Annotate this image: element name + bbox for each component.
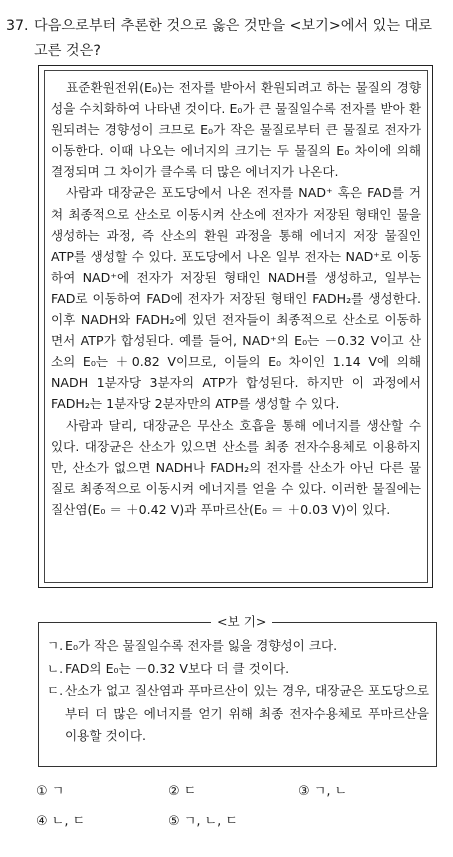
passage-paragraph-2: 사람과 대장균은 포도당에서 나온 전자를 NAD⁺ 혹은 FAD를 거쳐 최종적으로 산소로 이동시켜 산소에 전자가 저장된 형태인 물을 생성하는 과정, 즉 산소의 환원 과정을 통해 에너지 저장 물질인 ATP를 생성할 수 있다. 포도당에서 나온 일부 전자는 NAD⁺로 이동하여 NAD⁺에 전자가 저장된 형태인 NADH를 생성하고, 일부는 FAD로 이동하여 FAD에 전자가 저장된 형태인 FADH₂를 생성한다. 이후 NADH와 FADH₂에 있던 전자들이 최종적으로 산소로 이동하면서 ATP가 합성된다. 예를 들어, NAD⁺의 E₀는 －0.32 V이고 산소의 E₀는 ＋0.82 V이므로, 이들의 E₀ 차이인 1.14 V에 의해 NADH 1분자당 3분자의 ATP가 합성된다. 하지만 이 과정에서 FADH₂는 1분자당 2분자만의 ATP를 생성할 수 있다. bbox=[51, 185, 421, 412]
bogi-item-text: FAD의 E₀는 －0.32 V보다 더 클 것이다. bbox=[65, 660, 290, 676]
question-text-line2: 고른 것은? bbox=[34, 43, 101, 59]
passage-paragraph-1: 표준환원전위(E₀)는 전자를 받아서 환원되려고 하는 물질의 경향성을 수치화하여 나타낸 것이다. E₀가 큰 물질일수록 전자를 받아 환원되려는 경향성이 크므로 E₀가 작은 물질로부터 큰 물질로 전자가 이동한다. 이때 나오는 에너지의 크기는 두 물질의 E₀ 차이에 의해 결정되며 그 차이가 클수록 더 많은 에너지가 나온다. bbox=[51, 80, 421, 180]
bogi-item-text: 산소가 없고 질산염과 푸마르산이 있는 경우, 대장균은 포도당으로부터 더 많은 에너지를 얻기 위해 최종 전자수용체로 푸마르산을 이용할 것이다. bbox=[65, 683, 429, 743]
bogi-item-mark: ㄷ. bbox=[47, 683, 64, 698]
question-number: 37. bbox=[6, 18, 29, 34]
bogi-item-mark: ㄴ. bbox=[47, 660, 64, 676]
bogi-item-mark: ㄱ. bbox=[47, 638, 64, 653]
bogi-item-text: E₀가 작은 물질일수록 전자를 잃을 경향성이 크다. bbox=[65, 638, 338, 653]
bogi-items bbox=[47, 635, 429, 748]
passage-box bbox=[38, 65, 433, 588]
choice-5[interactable]: ⑤ ㄱ, ㄴ, ㄷ bbox=[168, 814, 238, 829]
question-stem bbox=[6, 14, 446, 64]
question-text-line1: 다음으로부터 추론한 것으로 옳은 것만을 <보기>에서 있는 대로 bbox=[34, 18, 432, 34]
choice-4[interactable]: ④ ㄴ, ㄷ bbox=[36, 814, 86, 829]
passage-paragraph-3: 사람과 달리, 대장균은 무산소 호흡을 통해 에너지를 생산할 수 있다. 대장균은 산소가 있으면 산소를 최종 전자수용체로 이용하지만, 산소가 없으면 NADH나 FADH₂의 전자를 산소가 아닌 다른 물질로 최종적으로 이동시켜 에너지를 얻을 수 있다. 이러한 물질에는 질산염(E₀ ＝ ＋0.42 V)과 푸마르산(E₀ ＝ ＋0.03 V)이 있다. bbox=[51, 417, 421, 517]
choice-1[interactable]: ① ㄱ bbox=[36, 784, 65, 799]
bogi-title: <보 기> bbox=[211, 614, 272, 630]
bogi-item-giyeok bbox=[47, 635, 429, 658]
choice-3[interactable]: ③ ㄱ, ㄴ bbox=[298, 784, 348, 799]
choice-2[interactable]: ② ㄷ bbox=[168, 784, 197, 799]
bogi-item-digeut bbox=[47, 680, 429, 748]
bogi-box bbox=[38, 614, 437, 767]
bogi-item-nieun bbox=[47, 658, 429, 681]
passage-inner-frame bbox=[44, 70, 428, 583]
